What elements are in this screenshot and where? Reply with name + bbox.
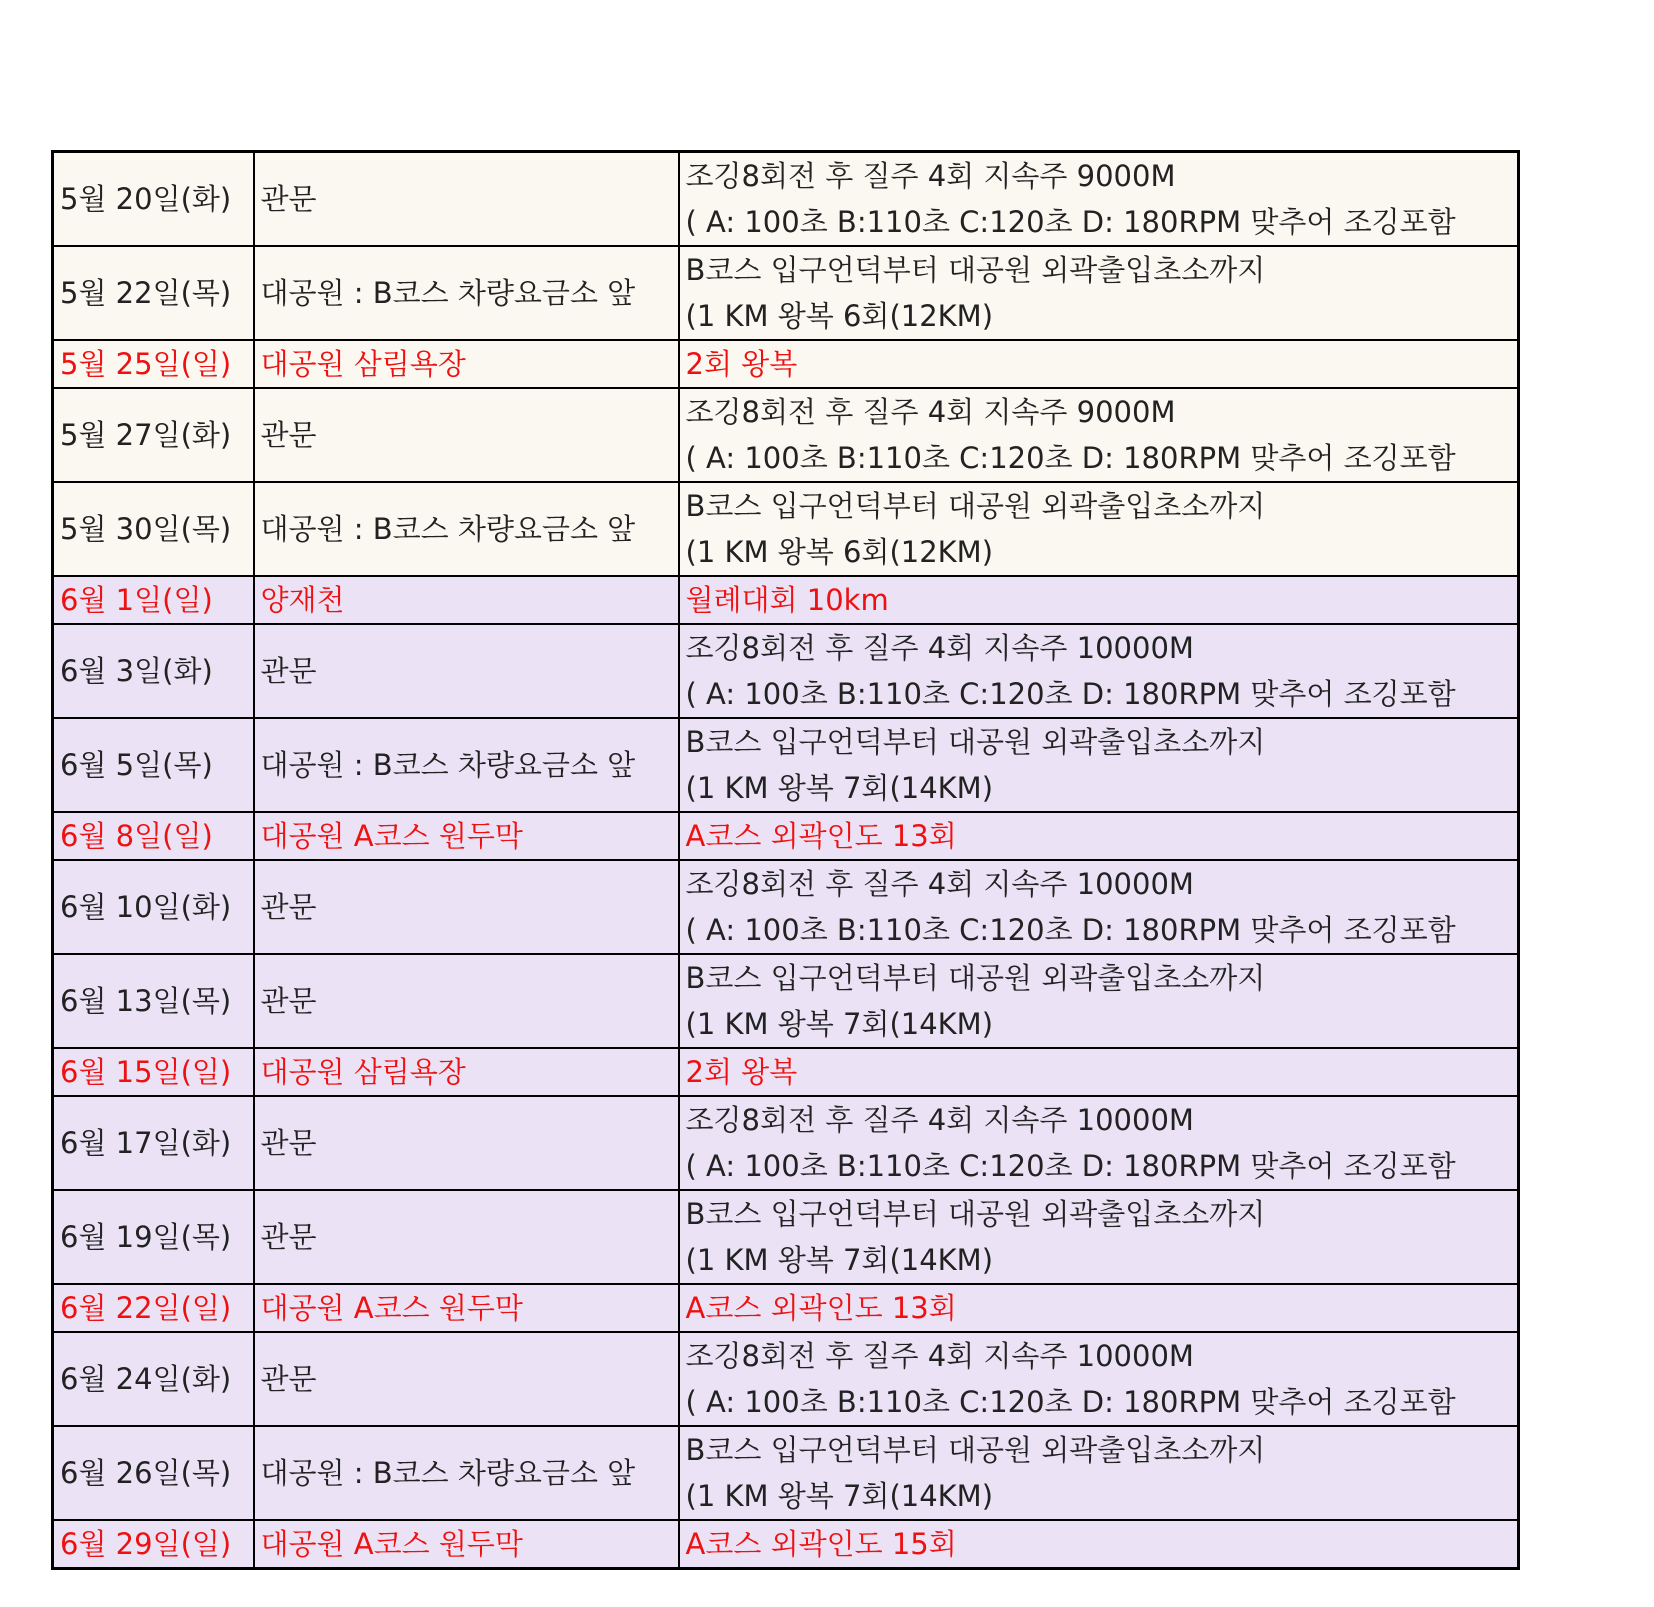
place-cell: 대공원 삼림욕장 [254, 1048, 679, 1096]
place-cell: 관문 [254, 152, 679, 247]
training-schedule-table [51, 150, 1520, 1570]
date-cell: 6월 1일(일) [53, 576, 254, 624]
schedule-row [53, 624, 1519, 718]
description-cell [679, 388, 1519, 482]
date-cell: 6월 10일(화) [53, 860, 254, 954]
schedule-row [53, 1426, 1519, 1520]
description-line: (1 KM 왕복 6회(12KM) [685, 299, 994, 333]
date-cell: 6월 29일(일) [53, 1520, 254, 1569]
date-cell: 5월 22일(목) [53, 246, 254, 340]
description-cell [679, 340, 1519, 388]
description-line: 조깅8회전 후 질주 4회 지속주 9000M [685, 159, 1176, 193]
description-line: ( A: 100초 B:110초 C:120초 D: 180RPM 맞추어 조깅포함 [685, 913, 1456, 947]
schedule-row [53, 954, 1519, 1048]
place-cell: 대공원 A코스 원두막 [254, 1520, 679, 1569]
description-line: 2회 왕복 [685, 347, 798, 381]
description-line: 조깅8회전 후 질주 4회 지속주 10000M [685, 1339, 1194, 1373]
description-line: B코스 입구언덕부터 대공원 외곽출입초소까지 [685, 725, 1266, 759]
place-cell: 대공원 A코스 원두막 [254, 812, 679, 860]
description-cell [679, 1284, 1519, 1332]
description-line: (1 KM 왕복 7회(14KM) [685, 1243, 994, 1277]
date-cell: 6월 5일(목) [53, 718, 254, 812]
date-cell: 6월 26일(목) [53, 1426, 254, 1520]
place-cell: 대공원 삼림욕장 [254, 340, 679, 388]
description-cell [679, 624, 1519, 718]
place-cell: 대공원 : B코스 차량요금소 앞 [254, 1426, 679, 1520]
place-cell: 관문 [254, 1190, 679, 1284]
date-cell: 6월 8일(일) [53, 812, 254, 860]
schedule-row [53, 1096, 1519, 1190]
date-cell: 5월 25일(일) [53, 340, 254, 388]
schedule-row-sunday [53, 812, 1519, 860]
schedule-row [53, 1190, 1519, 1284]
description-cell [679, 1048, 1519, 1096]
date-cell: 6월 22일(일) [53, 1284, 254, 1332]
description-line: A코스 외곽인도 15회 [685, 1527, 957, 1561]
description-cell [679, 576, 1519, 624]
description-cell [679, 812, 1519, 860]
description-line: 조깅8회전 후 질주 4회 지속주 10000M [685, 867, 1194, 901]
description-line: B코스 입구언덕부터 대공원 외곽출입초소까지 [685, 1433, 1266, 1467]
place-cell: 관문 [254, 624, 679, 718]
schedule-body [53, 152, 1519, 1569]
date-cell: 5월 20일(화) [53, 152, 254, 247]
place-cell: 대공원 : B코스 차량요금소 앞 [254, 718, 679, 812]
schedule-row [53, 482, 1519, 576]
description-line: ( A: 100초 B:110초 C:120초 D: 180RPM 맞추어 조깅포함 [685, 441, 1456, 475]
schedule-row [53, 1332, 1519, 1426]
schedule-row-sunday [53, 340, 1519, 388]
date-cell: 6월 24일(화) [53, 1332, 254, 1426]
date-cell: 6월 15일(일) [53, 1048, 254, 1096]
description-line: ( A: 100초 B:110초 C:120초 D: 180RPM 맞추어 조깅포함 [685, 1385, 1456, 1419]
date-cell: 5월 30일(목) [53, 482, 254, 576]
description-line: A코스 외곽인도 13회 [685, 1291, 957, 1325]
description-line: ( A: 100초 B:110초 C:120초 D: 180RPM 맞추어 조깅포함 [685, 1149, 1456, 1183]
schedule-row-sunday [53, 1520, 1519, 1569]
description-line: 조깅8회전 후 질주 4회 지속주 10000M [685, 631, 1194, 665]
description-line: B코스 입구언덕부터 대공원 외곽출입초소까지 [685, 489, 1266, 523]
place-cell: 관문 [254, 388, 679, 482]
description-cell [679, 954, 1519, 1048]
description-cell [679, 1190, 1519, 1284]
place-cell: 관문 [254, 954, 679, 1048]
date-cell: 6월 17일(화) [53, 1096, 254, 1190]
description-line: B코스 입구언덕부터 대공원 외곽출입초소까지 [685, 253, 1266, 287]
description-line: (1 KM 왕복 7회(14KM) [685, 1007, 994, 1041]
description-line: (1 KM 왕복 7회(14KM) [685, 771, 994, 805]
description-line: B코스 입구언덕부터 대공원 외곽출입초소까지 [685, 961, 1266, 995]
description-line: 조깅8회전 후 질주 4회 지속주 10000M [685, 1103, 1194, 1137]
schedule-row [53, 860, 1519, 954]
description-line: ( A: 100초 B:110초 C:120초 D: 180RPM 맞추어 조깅포함 [685, 677, 1456, 711]
description-cell [679, 1426, 1519, 1520]
description-line: A코스 외곽인도 13회 [685, 819, 957, 853]
schedule-row [53, 246, 1519, 340]
date-cell: 6월 13일(목) [53, 954, 254, 1048]
description-line: B코스 입구언덕부터 대공원 외곽출입초소까지 [685, 1197, 1266, 1231]
description-cell [679, 718, 1519, 812]
date-cell: 6월 3일(화) [53, 624, 254, 718]
place-cell: 관문 [254, 1332, 679, 1426]
description-line: 월례대회 10km [685, 583, 889, 617]
place-cell: 대공원 : B코스 차량요금소 앞 [254, 246, 679, 340]
place-cell: 대공원 A코스 원두막 [254, 1284, 679, 1332]
schedule-row [53, 152, 1519, 247]
schedule-row-sunday [53, 576, 1519, 624]
date-cell: 5월 27일(화) [53, 388, 254, 482]
description-cell [679, 246, 1519, 340]
description-cell [679, 1096, 1519, 1190]
description-line: 조깅8회전 후 질주 4회 지속주 9000M [685, 395, 1176, 429]
description-line: (1 KM 왕복 6회(12KM) [685, 535, 994, 569]
schedule-row-sunday [53, 1284, 1519, 1332]
description-cell [679, 152, 1519, 247]
description-line: (1 KM 왕복 7회(14KM) [685, 1479, 994, 1513]
schedule-row [53, 718, 1519, 812]
description-line: 2회 왕복 [685, 1055, 798, 1089]
description-cell [679, 1520, 1519, 1569]
description-cell [679, 482, 1519, 576]
schedule-row-sunday [53, 1048, 1519, 1096]
place-cell: 관문 [254, 860, 679, 954]
place-cell: 양재천 [254, 576, 679, 624]
schedule-row [53, 388, 1519, 482]
description-cell [679, 860, 1519, 954]
place-cell: 대공원 : B코스 차량요금소 앞 [254, 482, 679, 576]
place-cell: 관문 [254, 1096, 679, 1190]
description-line: ( A: 100초 B:110초 C:120초 D: 180RPM 맞추어 조깅포함 [685, 205, 1456, 239]
description-cell [679, 1332, 1519, 1426]
date-cell: 6월 19일(목) [53, 1190, 254, 1284]
